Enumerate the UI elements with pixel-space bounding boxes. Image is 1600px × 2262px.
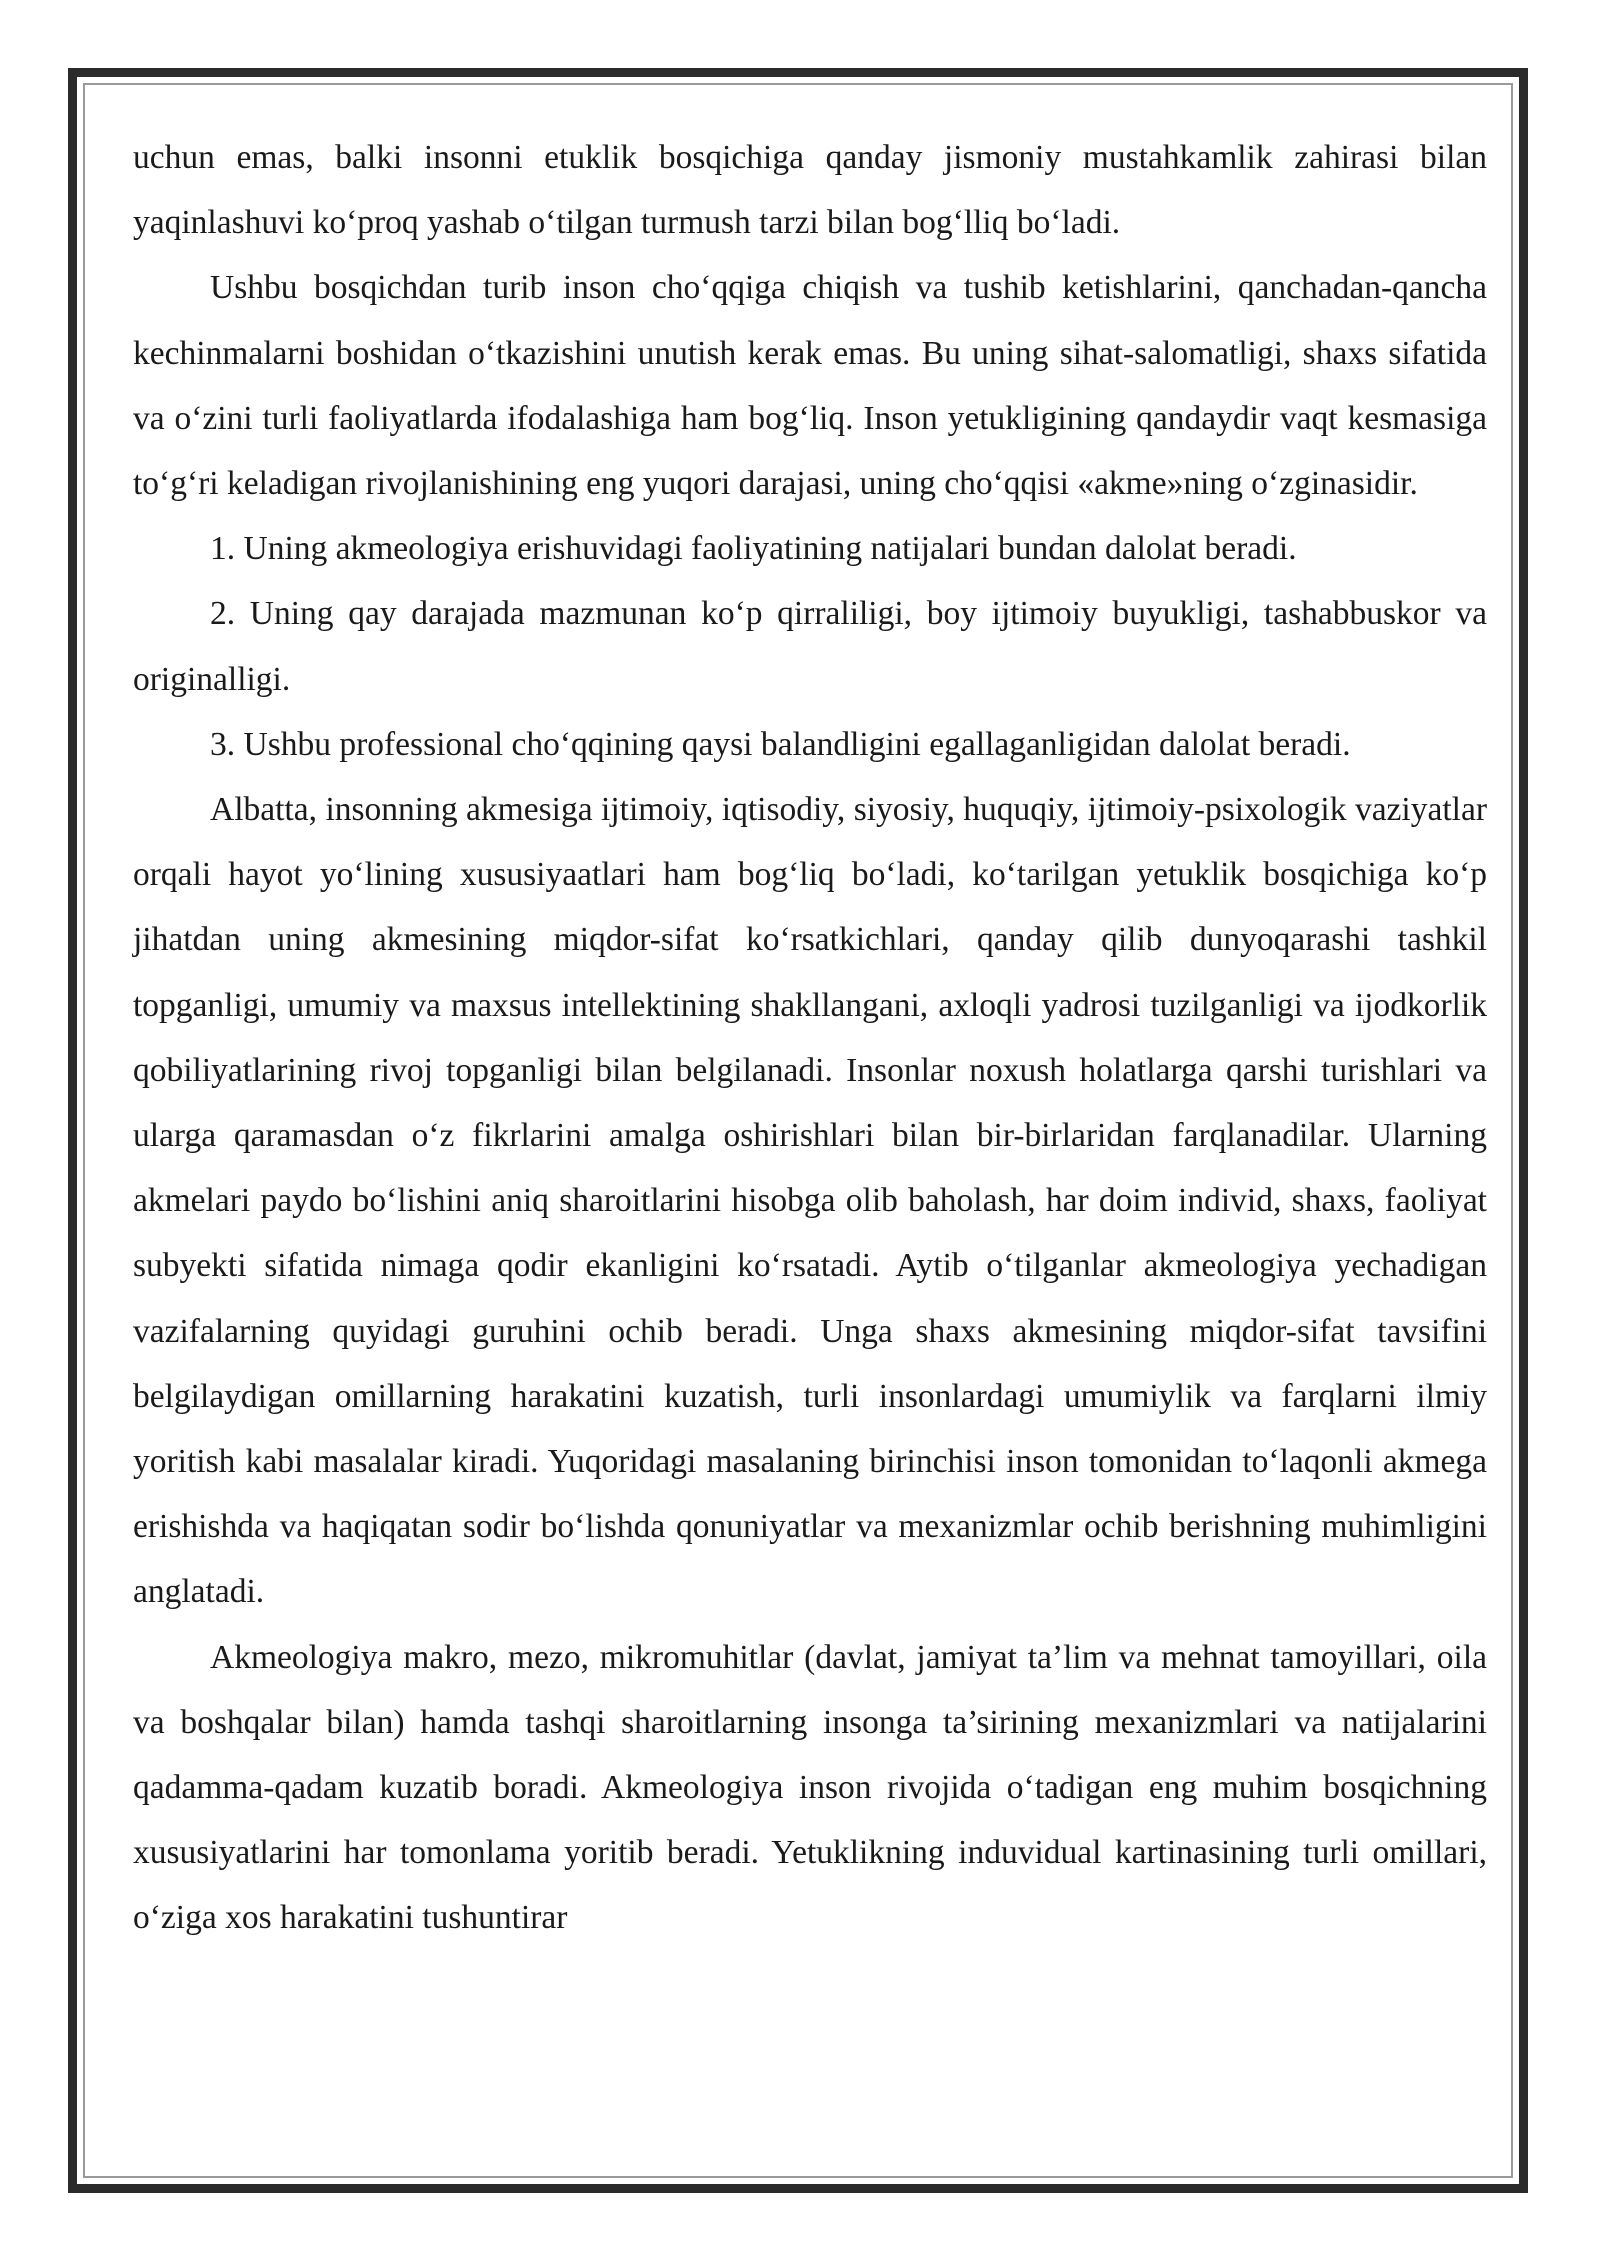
document-body: [133, 125, 1487, 1951]
paragraph-akmeology-environment: Akmeologiya makro, mezo, mikromuhitlar (davlat, jamiyat ta’lim va mehnat tamoyillari, oila va boshqalar bilan) hamda tashqi sharoitlarning insonga ta’sirining mexanizmlari va natijalarini qadamma-qadam kuzatib boradi. Akmeologiya inson rivojida o‘tadigan eng muhim bosqichning xususiyatlarini har tomonlama yoritib beradi. Yetuklikning induvidual kartinasining turli omillari, o‘ziga xos harakatini tushuntirar: [133, 1638, 1487, 1937]
paragraph-akme-factors: Albatta, insonning akmesiga ijtimoiy, iqtisodiy, siyosiy, huquqiy, ijtimoiy-psixologik vaziyatlar orqali hayot yo‘lining xususiyaatlari ham bog‘liq bo‘ladi, ko‘tarilgan yetuklik bosqichiga ko‘p jihatdan uning akmesining miqdor-sifat ko‘rsatkichlari, qanday qilib dunyoqarashi tashkil topganligi, umumiy va maxsus intellektining shakllangani, axloqli yadrosi tuzilganligi va ijodkorlik qobiliyatlarining rivoj topganligi bilan belgilanadi. Insonlar noxush holatlarga qarshi turishlari va ularga qaramasdan o‘z fikrlarini amalga oshirishlari bilan bir-birlaridan farqlanadilar. Ularning akmelari paydo bo‘lishini aniq sharoitlarini hisobga olib baholash, har doim individ, shaxs, faoliyat subyekti sifatida nimaga qodir ekanligini ko‘rsatadi. Aytib o‘tilganlar akmeologiya yechadigan vazifalarning quyidagi guruhini ochib beradi. Unga shaxs akmesining miqdor-sifat tavsifini belgilaydigan omillarning harakatini kuzatish, turli insonlardagi umumiylik va farqlarni ilmiy yoritish kabi masalalar kiradi. Yuqoridagi masalaning birinchisi inson tomonidan to‘laqonli akmega erishishda va haqiqatan sodir bo‘lishda qonuniyatlar va mexanizmlar ochib berishning muhimligini anglatadi.: [133, 791, 1487, 1611]
list-item-3: 3. Ushbu professional cho‘qqining qaysi balandligini egallaganligidan dalolat beradi.: [210, 725, 1351, 763]
paragraph-continuation: uchun emas, balki insonni etuklik bosqichiga qanday jismoniy mustahkamlik zahirasi bilan yaqinlashuvi ko‘proq yashab o‘tilgan turmush tarzi bilan bog‘lliq bo‘ladi.: [133, 139, 1487, 242]
list-item-2: 2. Uning qay darajada mazmunan ko‘p qirraliligi, boy ijtimoiy buyukligi, tashabbuskor va originalligi.: [133, 595, 1487, 698]
list-item-1: 1. Uning akmeologiya erishuvidagi faoliyatining natijalari bundan dalolat beradi.: [210, 530, 1297, 568]
paragraph-akme-peak: Ushbu bosqichdan turib inson cho‘qqiga chiqish va tushib ketishlarini, qanchadan-qancha kechinmalarni boshidan o‘tkazishini unutish kerak emas. Bu uning sihat-salomatligi, shaxs sifatida va o‘zini turli faoliyatlarda ifodalashiga ham bog‘liq. Inson yetukligining qandaydir vaqt kesmasiga to‘g‘ri keladigan rivojlanishining eng yuqori darajasi, uning cho‘qqisi «akme»ning o‘zginasidir.: [133, 269, 1487, 503]
